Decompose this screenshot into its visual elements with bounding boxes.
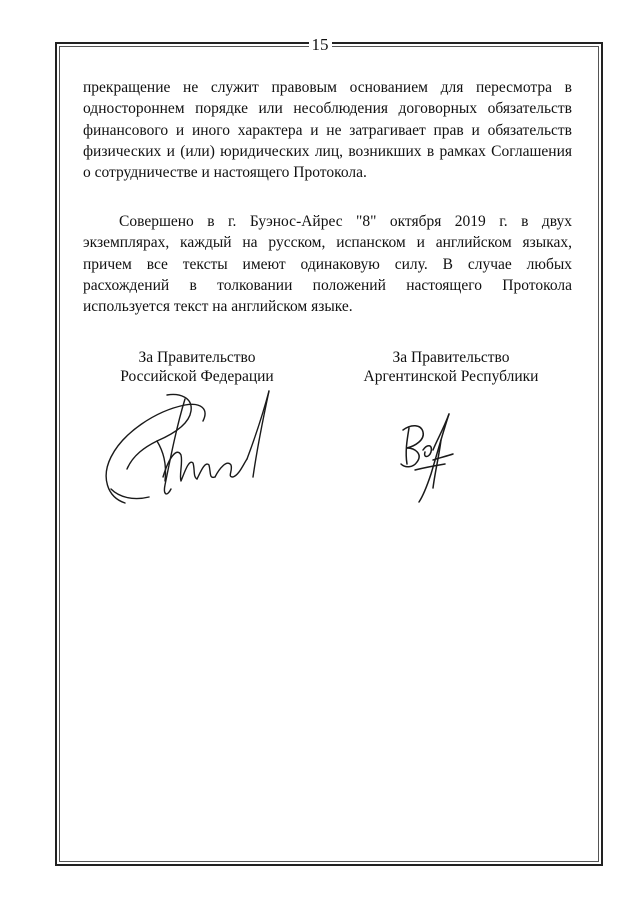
signature-block-argentina — [331, 348, 571, 386]
page-number — [0, 36, 640, 54]
signature-label-for-government: За Правительство — [392, 349, 510, 366]
handwritten-signature-russia — [97, 385, 282, 515]
paragraph-termination-clause: прекращение не служит правовым основанием для пересмотра в одностороннем порядке или несоблюдения договорных обязательств финансового и иного характера и не затрагивает прав и обязательств физических и (или) юридических лиц, возникших в рамках Соглашения о сотрудничестве и настоящего Протокола. — [83, 79, 572, 182]
handwritten-signature-argentina — [393, 410, 463, 505]
page-number-text: 15 — [309, 35, 332, 54]
paragraph-execution-clause: Совершено в г. Буэнос-Айрес "8" октября 2019 г. в двух экземплярах, каждый на русском, испанском и английском языках, причем все тексты имеют одинаковую силу. В случае любых расхождений в толковании положений настоящего Протокола используется текст на английском языке. — [83, 213, 572, 316]
signature-block-russia — [77, 348, 317, 386]
signature-label-country: Российской Федерации — [120, 368, 274, 385]
signature-label-for-government: За Правительство — [138, 349, 256, 366]
signature-label-country: Аргентинской Республики — [363, 368, 539, 385]
